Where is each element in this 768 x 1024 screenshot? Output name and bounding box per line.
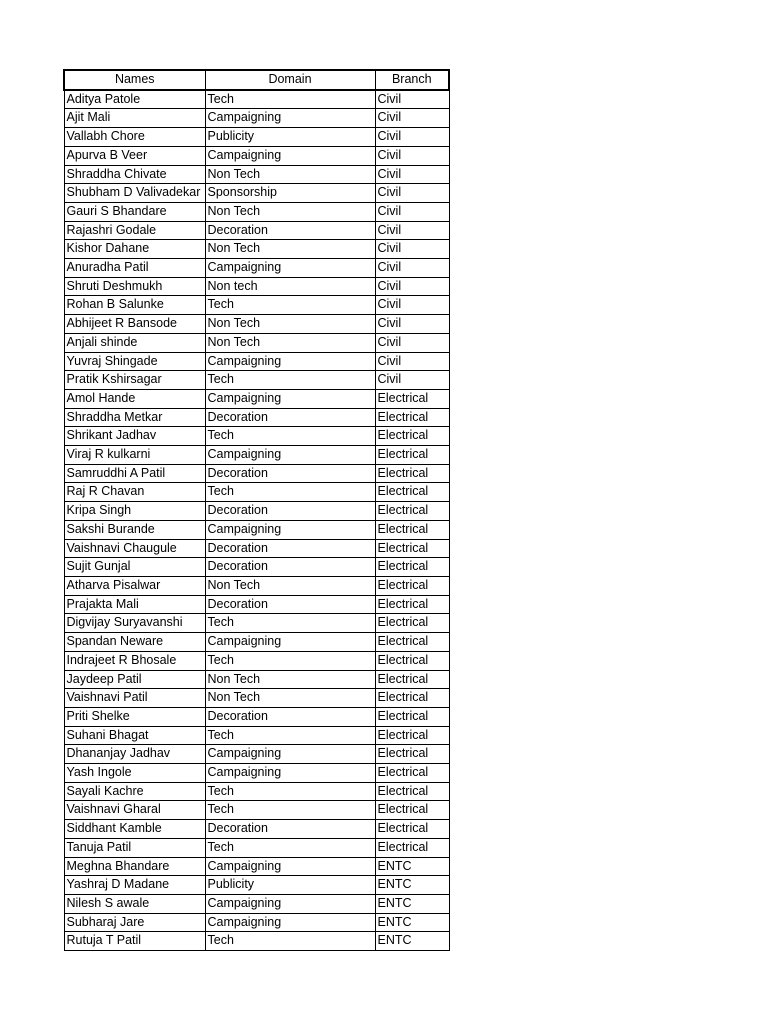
table-row xyxy=(64,838,449,857)
name-cell: Shubham D Valivadekar xyxy=(64,184,205,203)
domain-cell: Non Tech xyxy=(205,240,375,259)
branch-cell: Electrical xyxy=(375,464,449,483)
name-cell: Samruddhi A Patil xyxy=(64,464,205,483)
branch-cell: Electrical xyxy=(375,558,449,577)
domain-cell: Publicity xyxy=(205,128,375,147)
table-row xyxy=(64,427,449,446)
name-cell: Rohan B Salunke xyxy=(64,296,205,315)
domain-cell: Tech xyxy=(205,726,375,745)
table-row xyxy=(64,876,449,895)
branch-cell: ENTC xyxy=(375,876,449,895)
domain-cell: Tech xyxy=(205,90,375,109)
name-cell: Kishor Dahane xyxy=(64,240,205,259)
name-cell: Yuvraj Shingade xyxy=(64,352,205,371)
branch-cell: Electrical xyxy=(375,670,449,689)
table-row xyxy=(64,726,449,745)
name-cell: Dhananjay Jadhav xyxy=(64,745,205,764)
branch-cell: Civil xyxy=(375,259,449,278)
domain-cell: Campaigning xyxy=(205,633,375,652)
name-cell: Gauri S Bhandare xyxy=(64,202,205,221)
name-cell: Sujit Gunjal xyxy=(64,558,205,577)
header-domain: Domain xyxy=(205,70,375,90)
name-cell: Yashraj D Madane xyxy=(64,876,205,895)
table-row xyxy=(64,894,449,913)
branch-cell: Civil xyxy=(375,128,449,147)
table-row xyxy=(64,782,449,801)
table-row xyxy=(64,389,449,408)
domain-cell: Campaigning xyxy=(205,352,375,371)
branch-cell: Civil xyxy=(375,90,449,109)
name-cell: Raj R Chavan xyxy=(64,483,205,502)
domain-cell: Campaigning xyxy=(205,520,375,539)
table-row xyxy=(64,595,449,614)
name-cell: Shraddha Metkar xyxy=(64,408,205,427)
domain-cell: Decoration xyxy=(205,502,375,521)
header-row xyxy=(64,70,449,90)
name-cell: Abhijeet R Bansode xyxy=(64,315,205,334)
domain-cell: Publicity xyxy=(205,876,375,895)
table-row xyxy=(64,315,449,334)
domain-cell: Tech xyxy=(205,838,375,857)
name-cell: Spandan Neware xyxy=(64,633,205,652)
name-cell: Jaydeep Patil xyxy=(64,670,205,689)
table-row xyxy=(64,764,449,783)
table-row xyxy=(64,408,449,427)
table-row xyxy=(64,576,449,595)
branch-cell: Electrical xyxy=(375,614,449,633)
table-row xyxy=(64,651,449,670)
domain-cell: Campaigning xyxy=(205,913,375,932)
branch-cell: Electrical xyxy=(375,838,449,857)
table-row xyxy=(64,483,449,502)
domain-cell: Non Tech xyxy=(205,333,375,352)
table-row xyxy=(64,539,449,558)
name-cell: Nilesh S awale xyxy=(64,894,205,913)
domain-cell: Decoration xyxy=(205,464,375,483)
table-row xyxy=(64,801,449,820)
table-row xyxy=(64,745,449,764)
branch-cell: Electrical xyxy=(375,745,449,764)
branch-cell: Civil xyxy=(375,352,449,371)
branch-cell: Electrical xyxy=(375,539,449,558)
name-cell: Shraddha Chivate xyxy=(64,165,205,184)
name-cell: Prajakta Mali xyxy=(64,595,205,614)
domain-cell: Tech xyxy=(205,371,375,390)
domain-cell: Sponsorship xyxy=(205,184,375,203)
name-cell: Aditya Patole xyxy=(64,90,205,109)
name-cell: Shruti Deshmukh xyxy=(64,277,205,296)
branch-cell: Electrical xyxy=(375,707,449,726)
domain-cell: Campaigning xyxy=(205,745,375,764)
name-cell: Sakshi Burande xyxy=(64,520,205,539)
name-cell: Vaishnavi Chaugule xyxy=(64,539,205,558)
branch-cell: Civil xyxy=(375,184,449,203)
name-cell: Vallabh Chore xyxy=(64,128,205,147)
name-cell: Tanuja Patil xyxy=(64,838,205,857)
branch-cell: Electrical xyxy=(375,408,449,427)
branch-cell: ENTC xyxy=(375,913,449,932)
name-cell: Meghna Bhandare xyxy=(64,857,205,876)
domain-cell: Campaigning xyxy=(205,894,375,913)
branch-cell: Electrical xyxy=(375,502,449,521)
branch-cell: Electrical xyxy=(375,764,449,783)
name-cell: Rutuja T Patil xyxy=(64,932,205,951)
table-row xyxy=(64,446,449,465)
domain-cell: Campaigning xyxy=(205,109,375,128)
branch-cell: Civil xyxy=(375,202,449,221)
table-row xyxy=(64,371,449,390)
table-body xyxy=(64,90,449,951)
name-cell: Rajashri Godale xyxy=(64,221,205,240)
name-cell: Indrajeet R Bhosale xyxy=(64,651,205,670)
domain-cell: Tech xyxy=(205,782,375,801)
domain-cell: Tech xyxy=(205,801,375,820)
branch-cell: Civil xyxy=(375,315,449,334)
branch-cell: Electrical xyxy=(375,389,449,408)
table-row xyxy=(64,352,449,371)
name-cell: Kripa Singh xyxy=(64,502,205,521)
name-cell: Priti Shelke xyxy=(64,707,205,726)
name-cell: Anjali shinde xyxy=(64,333,205,352)
domain-cell: Non Tech xyxy=(205,670,375,689)
domain-cell: Decoration xyxy=(205,558,375,577)
domain-cell: Campaigning xyxy=(205,259,375,278)
header-branch: Branch xyxy=(375,70,449,90)
branch-cell: Civil xyxy=(375,333,449,352)
domain-cell: Non tech xyxy=(205,277,375,296)
table-row xyxy=(64,913,449,932)
branch-cell: Civil xyxy=(375,165,449,184)
branch-cell: ENTC xyxy=(375,894,449,913)
name-cell: Amol Hande xyxy=(64,389,205,408)
domain-cell: Non Tech xyxy=(205,689,375,708)
branch-cell: Electrical xyxy=(375,427,449,446)
domain-cell: Decoration xyxy=(205,595,375,614)
domain-cell: Non Tech xyxy=(205,315,375,334)
table-row xyxy=(64,464,449,483)
branch-cell: Electrical xyxy=(375,483,449,502)
name-cell: Viraj R kulkarni xyxy=(64,446,205,465)
name-cell: Anuradha Patil xyxy=(64,259,205,278)
table-row xyxy=(64,221,449,240)
branch-cell: Civil xyxy=(375,146,449,165)
branch-cell: Electrical xyxy=(375,689,449,708)
table-row xyxy=(64,633,449,652)
name-cell: Subharaj Jare xyxy=(64,913,205,932)
header-names: Names xyxy=(64,70,205,90)
branch-cell: Electrical xyxy=(375,820,449,839)
domain-cell: Tech xyxy=(205,932,375,951)
table-row xyxy=(64,90,449,109)
domain-cell: Decoration xyxy=(205,221,375,240)
table-row xyxy=(64,707,449,726)
domain-cell: Non Tech xyxy=(205,202,375,221)
domain-cell: Tech xyxy=(205,296,375,315)
name-cell: Shrikant Jadhav xyxy=(64,427,205,446)
name-cell: Suhani Bhagat xyxy=(64,726,205,745)
domain-cell: Campaigning xyxy=(205,146,375,165)
branch-cell: Electrical xyxy=(375,651,449,670)
table-row xyxy=(64,558,449,577)
domain-cell: Non Tech xyxy=(205,165,375,184)
domain-cell: Campaigning xyxy=(205,764,375,783)
table-row xyxy=(64,146,449,165)
name-cell: Vaishnavi Gharal xyxy=(64,801,205,820)
branch-cell: Electrical xyxy=(375,595,449,614)
table-row xyxy=(64,689,449,708)
name-cell: Apurva B Veer xyxy=(64,146,205,165)
branch-cell: Civil xyxy=(375,296,449,315)
branch-cell: Electrical xyxy=(375,520,449,539)
table-row xyxy=(64,259,449,278)
branch-cell: ENTC xyxy=(375,932,449,951)
domain-cell: Tech xyxy=(205,427,375,446)
domain-cell: Tech xyxy=(205,614,375,633)
domain-cell: Tech xyxy=(205,651,375,670)
table-row xyxy=(64,165,449,184)
branch-cell: Electrical xyxy=(375,446,449,465)
name-cell: Siddhant Kamble xyxy=(64,820,205,839)
table-row xyxy=(64,296,449,315)
domain-cell: Campaigning xyxy=(205,446,375,465)
domain-cell: Non Tech xyxy=(205,576,375,595)
name-cell: Ajit Mali xyxy=(64,109,205,128)
table-row xyxy=(64,502,449,521)
domain-cell: Campaigning xyxy=(205,857,375,876)
table-row xyxy=(64,932,449,951)
domain-cell: Decoration xyxy=(205,408,375,427)
domain-cell: Campaigning xyxy=(205,389,375,408)
table-row xyxy=(64,820,449,839)
table-row xyxy=(64,202,449,221)
branch-cell: Electrical xyxy=(375,801,449,820)
name-cell: Yash Ingole xyxy=(64,764,205,783)
branch-cell: Civil xyxy=(375,221,449,240)
branch-cell: ENTC xyxy=(375,857,449,876)
branch-cell: Electrical xyxy=(375,782,449,801)
table-row xyxy=(64,184,449,203)
table-row xyxy=(64,240,449,259)
branch-cell: Civil xyxy=(375,109,449,128)
table-row xyxy=(64,277,449,296)
branch-cell: Electrical xyxy=(375,726,449,745)
name-cell: Atharva Pisalwar xyxy=(64,576,205,595)
name-cell: Vaishnavi Patil xyxy=(64,689,205,708)
table-row xyxy=(64,128,449,147)
branch-cell: Civil xyxy=(375,371,449,390)
table-row xyxy=(64,109,449,128)
table-row xyxy=(64,520,449,539)
table-row xyxy=(64,857,449,876)
domain-cell: Decoration xyxy=(205,707,375,726)
branch-cell: Electrical xyxy=(375,633,449,652)
table-row xyxy=(64,333,449,352)
table-row xyxy=(64,614,449,633)
domain-cell: Decoration xyxy=(205,820,375,839)
table-row xyxy=(64,670,449,689)
name-cell: Sayali Kachre xyxy=(64,782,205,801)
members-table xyxy=(63,69,450,951)
name-cell: Digvijay Suryavanshi xyxy=(64,614,205,633)
domain-cell: Tech xyxy=(205,483,375,502)
name-cell: Pratik Kshirsagar xyxy=(64,371,205,390)
branch-cell: Civil xyxy=(375,277,449,296)
domain-cell: Decoration xyxy=(205,539,375,558)
branch-cell: Civil xyxy=(375,240,449,259)
branch-cell: Electrical xyxy=(375,576,449,595)
